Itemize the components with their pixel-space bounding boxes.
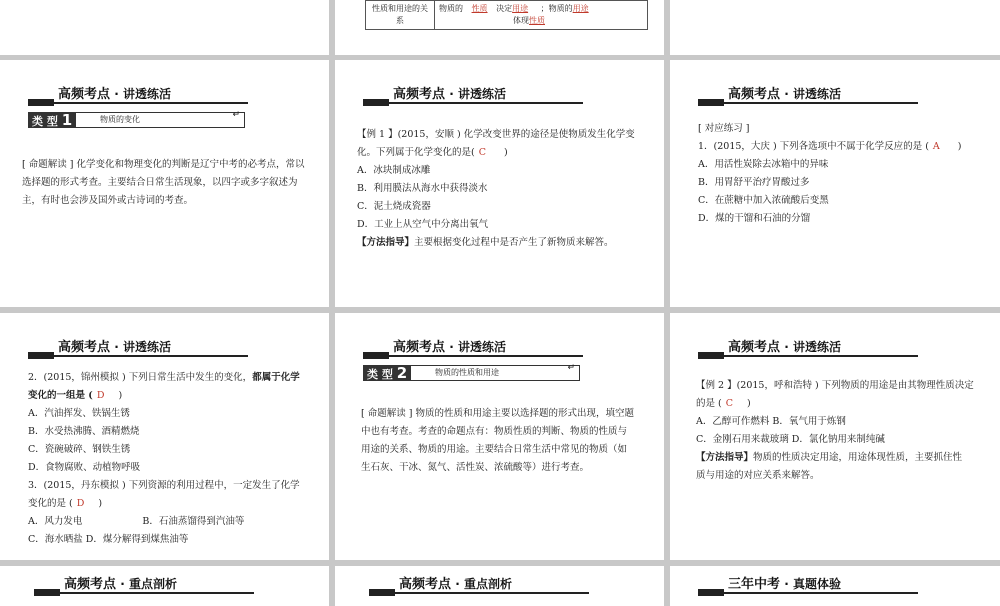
header-title: 高频考点 · 讲透练活 xyxy=(393,87,506,102)
practice1-body: [ 对应练习 ] 1．(2015，大庆 ) 下列各选项中不属于化学反应的是 ( A ) A．用活性炭除去冰箱中的异味 B．用胃舒平治疗胃酸过多 C．在蔗糖中加入浓硫酸后变黑 D．煤的干馏和石油的分馏 xyxy=(698,120,990,228)
header-title: 高频考点 · 重点剖析 xyxy=(64,577,177,592)
fill-property: 性质 xyxy=(471,4,488,13)
section-header xyxy=(28,337,248,359)
practice1-answer: A xyxy=(932,141,940,152)
example2-answer: C xyxy=(725,398,734,409)
slide-top-right xyxy=(670,0,1000,55)
fill-use-2: 用途 xyxy=(572,4,589,13)
section-header xyxy=(369,574,589,596)
option-a: A．用活性炭除去冰箱中的异味 xyxy=(698,159,829,170)
slide-bottom-middle xyxy=(335,566,664,606)
properties-table xyxy=(365,0,648,30)
type-label: 类 型 2 xyxy=(363,365,411,381)
type-banner xyxy=(363,365,580,381)
type-banner xyxy=(28,112,245,128)
header-title: 高频考点 · 讲透练活 xyxy=(58,87,171,102)
option-c: C．在蔗糖中加入浓硫酸后变黑 xyxy=(698,195,829,206)
section-header xyxy=(34,574,254,596)
slide-example2 xyxy=(670,313,1000,560)
option-b: B．利用膜法从海水中获得淡水 xyxy=(357,183,488,194)
fill-property-2: 性质 xyxy=(529,16,545,25)
example2-question: 【例 2 】(2015，呼和浩特 ) 下列物质的用途是由其物理性质决定 xyxy=(696,380,974,391)
method-guide: 【方法指导】物质的性质决定用途，用途体现性质，主要抓住性 xyxy=(696,452,963,463)
slide-top-middle xyxy=(335,0,664,55)
header-rule xyxy=(28,102,248,104)
section-header xyxy=(698,574,918,596)
return-arrow-icon: ↵ xyxy=(232,110,240,120)
type-title: 物质的性质和用途 xyxy=(435,368,499,377)
type-title: 物质的变化 xyxy=(100,115,140,124)
slide-example1 xyxy=(335,60,664,307)
option-d: D．工业上从空气中分离出氧气 xyxy=(357,219,489,230)
table-cell-relation: 物质的 性质 决定用途 ；物质的用途 体现性质 xyxy=(435,1,648,30)
slide-type1-intro xyxy=(0,60,329,307)
slide-bottom-left xyxy=(0,566,329,606)
option-c: C．泥土烧成瓷器 xyxy=(357,201,431,212)
section-header xyxy=(363,337,583,359)
header-title: 高频考点 · 讲透练活 xyxy=(393,340,506,355)
method-guide: 【方法指导】主要根据变化过程中是否产生了新物质来解答。 xyxy=(357,237,614,248)
slide-bottom-right xyxy=(670,566,1000,606)
header-title: 三年中考 · 真题体验 xyxy=(728,577,841,592)
section-header xyxy=(698,337,918,359)
example1-question: 【例 1 】(2015，安顺 ) 化学改变世界的途径是使物质发生化学变 xyxy=(357,129,635,140)
option-d: D．煤的干馏和石油的分馏 xyxy=(698,213,811,224)
practice2-answer: D xyxy=(96,390,105,401)
practice-title: [ 对应练习 ] xyxy=(698,123,750,134)
option-a: A．冰块制成冰雕 xyxy=(357,165,431,176)
header-title: 高频考点 · 讲透练活 xyxy=(58,340,171,355)
table-row-label: 性质和用途的关系 xyxy=(366,1,435,30)
header-title: 高频考点 · 讲透练活 xyxy=(728,340,841,355)
slide-practice1 xyxy=(670,60,1000,307)
option-b: B．用胃舒平治疗胃酸过多 xyxy=(698,177,810,188)
analysis-text: [ 命题解读 ] 物质的性质和用途主要以选择题的形式出现，填空题 中也有考查。考查的命题点有：物质性质的判断、物质的性质与 用途的关系、物质的用途。主要结合日常生活中常见的物质（如 生石灰、干冰、氮气、活性炭、浓硫酸等）进行考查。 xyxy=(361,408,634,473)
slide-practice2-3 xyxy=(0,313,329,560)
section-header xyxy=(363,84,583,106)
practice3-question: 3．(2015，丹东模拟 ) 下列资源的利用过程中，一定发生了化学 xyxy=(28,480,300,491)
type-label: 类 型 1 xyxy=(28,112,76,128)
analysis-text: [ 命题解读 ] 化学变化和物理变化的判断是辽宁中考的必考点，常以 选择题的形式考查。主要结合日常生活现象，以四字或多字叙述为 主，有时也会涉及国外或古诗词的考查。 xyxy=(22,159,305,206)
fill-use: 用途 xyxy=(512,4,529,13)
header-title: 高频考点 · 讲透练活 xyxy=(728,87,841,102)
return-arrow-icon: ↵ xyxy=(567,363,575,373)
example1-answer: C xyxy=(478,147,486,158)
example1-body: 【例 1 】(2015，安顺 ) 化学改变世界的途径是使物质发生化学变 化。下列属于化学变化的是( C ) A．冰块制成冰雕 B．利用膜法从海水中获得淡水 C．泥土烧成瓷器 D．工业上从空气中分离出氧气 【方法指导】主要根据变化过程中是否产生了新物质来解答。 xyxy=(357,126,654,252)
header-title: 高频考点 · 重点剖析 xyxy=(399,577,512,592)
practice2-body: 2．(2015，锦州模拟 ) 下列日常生活中发生的变化，都属于化学 变化的一组是 ( D ) A．汽油挥发、铁锅生锈 B．水受热沸腾、酒精燃烧 C．瓷碗破碎、钢铁生锈 D．食物腐败、动植物呼吸 3．(2015，丹东模拟 ) 下列资源的利用过程中，一定发生了化学 变化的是 ( D ) A．风力发电 B．石油蒸馏得到汽油等 C．海水晒盐 D．煤分解得到煤焦油等 xyxy=(28,369,319,549)
example2-body: 【例 2 】(2015，呼和浩特 ) 下列物质的用途是由其物理性质决定 的是 ( C ) A．乙醇可作燃料 B．氧气用于炼钢 C．金刚石用来裁玻璃 D．氯化钠用来制纯碱 【方法指导】物质的性质决定用途，用途体现性质，主要抓住性 质与用途的对应关系来解答。 xyxy=(696,377,990,485)
slide-type2-intro xyxy=(335,313,664,560)
slide-top-left xyxy=(0,0,329,55)
section-header xyxy=(698,84,918,106)
practice3-answer: D xyxy=(76,498,85,509)
section-header xyxy=(28,84,248,106)
